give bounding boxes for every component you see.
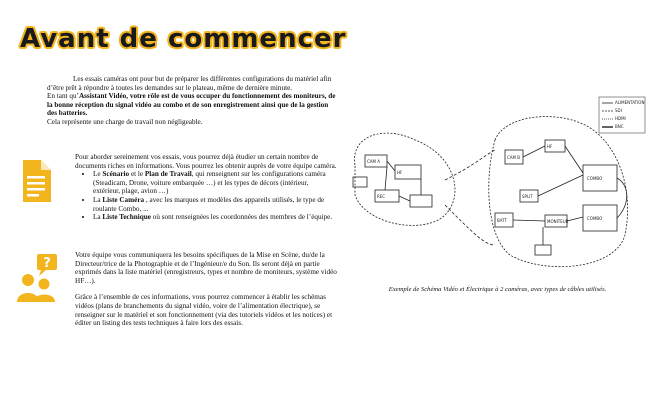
intro-line3: Cela représente une charge de travail non négligeable. — [47, 117, 203, 126]
diagram-label: MONITEUR — [547, 219, 569, 224]
video-schema-diagram — [345, 95, 650, 280]
diagram-label: COMBO — [587, 176, 603, 181]
team-question-icon — [15, 252, 59, 304]
documents-intro: Pour aborder sereinement vos essais, vous pourrez déjà étudier un certain nombre de documents riches en informations. Vous pourrez les obtenir auprès de votre équipe caméra. — [75, 153, 337, 170]
intro-line1: Les essais caméras ont pour but de préparer les différentes configurations du matériel afin d’être prêt à répondre à toutes les demandes sur le plateau, même de dernière minute. — [47, 75, 332, 92]
item-bold: Liste Caméra — [102, 195, 145, 204]
legend-item: BNC — [615, 124, 624, 129]
page-title: Avant de commencer — [20, 24, 347, 54]
list-item — [93, 170, 337, 196]
item-bold: Scénario — [102, 170, 130, 179]
diagram-label: CAM A — [367, 159, 380, 164]
item-bold: Plan de Travail — [144, 170, 192, 179]
documents-section — [75, 153, 337, 222]
diagram-label: CAM B — [507, 155, 520, 160]
team-paragraph-2: Grâce à l’ensemble de ces informations, vous pourrez commencer à établir les schémas vidéos (plans de branchements du signal vidéo, voire de l’alimentation électrique), se renseigner sur le matériel et son fonctionnement (via des tutoriels vidéos et les notices) et éditer un listing des tests techniques à faire lors des essais. — [75, 293, 333, 328]
diagram-caption: Exemple de Schéma Vidéo et Électrique à 2 caméras, avec types de câbles utilisés. — [388, 286, 607, 293]
legend-item: ALIMENTATION — [615, 100, 645, 105]
diagram-label: HF — [397, 170, 403, 175]
team-section — [75, 251, 337, 336]
diagram-label: REC — [377, 194, 386, 199]
diagram-label: HF — [547, 144, 553, 149]
diagram-label: BATT — [497, 218, 507, 223]
document-icon — [21, 160, 51, 202]
item-text: La — [93, 195, 103, 204]
intro-line2-bold: Assistant Vidéo, votre rôle est de vous occuper du fonctionnement des moniteurs, de la bonne réception du signal vidéo au combo et de son enregistrement ainsi que de la gestion des batteries. — [47, 92, 336, 118]
legend-item: SDI — [615, 108, 622, 113]
list-item — [93, 196, 337, 213]
diagram-label: COMBO — [587, 216, 603, 221]
legend-item: HDMI — [615, 116, 626, 121]
item-text: où sont renseignées les coordonnées des membres de l’équipe. — [150, 213, 333, 222]
item-text: , avec les marques et modèles des appareils utilisés, le type de roulante Combo, ... — [93, 195, 325, 213]
intro-text — [47, 75, 337, 127]
intro-line2 — [47, 92, 337, 118]
diagram-label: SPLIT — [522, 194, 533, 199]
item-text: Le — [93, 170, 103, 179]
team-paragraph-1: Votre équipe vous communiquera les besoins spécifiques de la Mise en Scène, du/de la Directeur/trice de la Photographie et de l’Ingénieur/e du Son. Ils seront déjà en partie exprimés dans la liste matériel (enregistreurs, types et nombre de moniteurs, système vidéo HF…). — [75, 251, 337, 285]
item-bold: Liste Technique — [102, 213, 151, 222]
intro-line2-pre: En tant qu’ — [47, 92, 79, 101]
item-text: , qui renseignent sur les configurations caméra (Steadicam, Drone, voiture embarquée …) et les types de décors (intérieur, extérieur, plage, avion …) — [93, 170, 326, 196]
item-text: et le — [129, 170, 145, 179]
svg-text:?: ? — [43, 256, 51, 271]
list-item — [93, 213, 337, 222]
item-text: La — [93, 213, 103, 222]
documents-list — [75, 170, 337, 222]
